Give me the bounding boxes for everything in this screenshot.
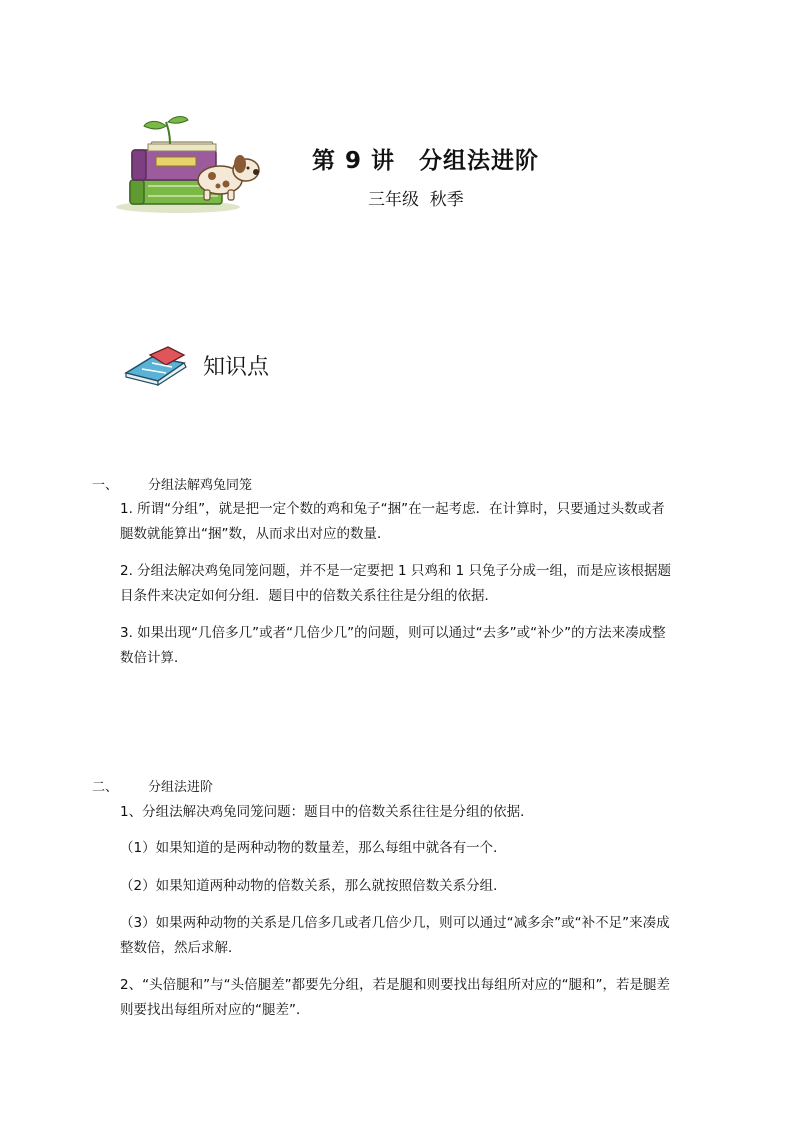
knowledge-heading: 知识点: [203, 355, 270, 380]
section-1-paragraph-3: 3. 如果出现“几倍多几”或者“几倍少几”的问题，则可以通过“去多”或“补少”的方法来凑成整数倍计算．: [120, 625, 666, 666]
section-2-number: 二、: [92, 780, 119, 795]
open-book-icon: [122, 343, 190, 387]
section-2-paragraph-1: 1、分组法解决鸡兔同笼问题：题目中的倍数关系往往是分组的依据．: [120, 804, 534, 820]
books-dog-plant-illustration: [108, 112, 268, 217]
section-1-number: 一、: [92, 478, 119, 493]
section-2-paragraph-4: （3）如果两种动物的关系是几倍多几或者几倍少几，则可以通过“减多余”或“补不足”来凑成整数倍，然后求解．: [120, 915, 670, 956]
sprout-plant: [144, 117, 188, 145]
section-1-paragraph-1: 1. 所谓“分组”，就是把一定个数的鸡和兔子“捆”在一起考虑．在计算时，只要通过头数或者腿数就能算出“捆”数，从而求出对应的数量．: [120, 501, 665, 542]
lesson-title: 第 9 讲 分组法进阶: [312, 148, 540, 174]
section-1-title: 分组法解鸡兔同笼: [148, 478, 253, 493]
top-book: [148, 142, 216, 151]
section-2-paragraph-2: （1）如果知道的是两种动物的数量差，那么每组中就各有一个．: [120, 840, 507, 856]
lesson-subtitle: 三年级 秋季: [368, 190, 464, 210]
section-2-title: 分组法进阶: [148, 780, 214, 795]
section-2-paragraph-5: 2、“头倍腿和”与“头倍腿差”都要先分组，若是腿和则要找出每组所对应的“腿和”，若是腿差则要找出每组所对应的“腿差”．: [120, 977, 671, 1018]
section-1-paragraph-2: 2. 分组法解决鸡兔同笼问题，并不是一定要把 1 只鸡和 1 只兔子分成一组，而是应该根据题目条件来决定如何分组．题目中的倍数关系往往是分组的依据．: [120, 563, 672, 604]
section-2-paragraph-3: （2）如果知道两种动物的倍数关系，那么就按照倍数关系分组．: [120, 878, 507, 894]
